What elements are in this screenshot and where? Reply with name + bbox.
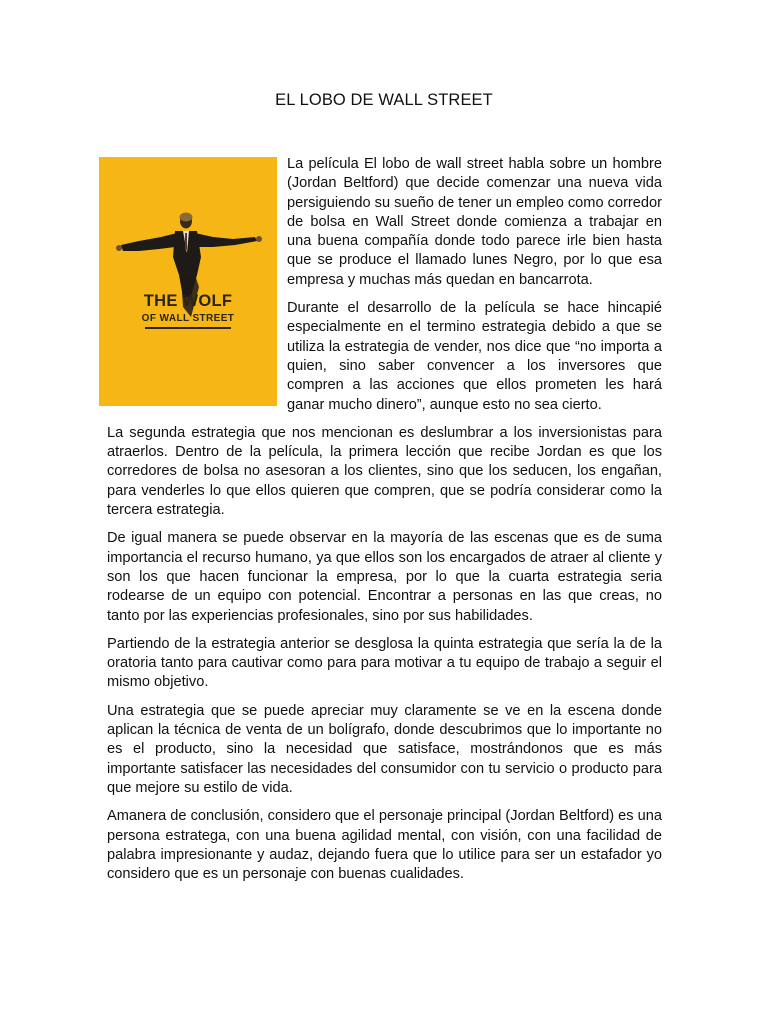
paragraph: Una estrategia que se puede apreciar muy claramente se ve en la escena donde aplican la técnica de venta de un bolígrafo, donde descubrimos que lo importante no es el producto, sino la necesidad que satisface, mostrándonos que es más importante satisfacer las necesidades del consumidor con tu servicio o producto para que mejore su estilo de vida. [107,702,662,796]
paragraph: Durante el desarrollo de la película se hace hincapié especialmente en el termino estrategia debido a que se utiliza la estrategia de vender, nos dice que “no importa a quien, sino saber convencer a los inversores que compren a las acciones que ellos prometen les hará ganar mucho dinero”, aunque esto no sea cierto. [287,300,662,413]
paragraph: La película El lobo de wall street habla sobre un hombre (Jordan Beltford) que decide comenzar una nueva vida persiguiendo su sueño de tener un empleo como corredor de bolsa en Wall Street donde comienza a trabajar en una buena compañía donde todo parece irle bien hasta que se produce el llamado lunes Negro, por lo que esa empresa y muchas más quedan en bancarrota. [287,156,662,288]
paragraph: Amanera de conclusión, considero que el personaje principal (Jordan Beltford) es una persona estratega, con una buena agilidad mental, con visión, con una facilidad de palabra impresionante y audaz, dejando fuera que lo utilice para ser un estafador yo considero que es un personaje con buenas cualidades. [107,808,662,883]
movie-poster-image [99,157,277,406]
document-title: EL LOBO DE WALL STREET [275,91,493,109]
paragraph: De igual manera se puede observar en la mayoría de las escenas que es de suma importancia el recurso humano, ya que ellos son los encargados de atraer al cliente y son los que hacen funcionar la empresa, por lo que la cuarta estrategia seria rodearse de un equipo con potencial. Encontrar a personas en las que creas, no tanto por las experiencias profesionales, sino por sus habilidades. [107,530,662,624]
paragraph: Partiendo de la estrategia anterior se desglosa la quinta estrategia que sería la de la oratoria tanto para cautivar como para para motivar a tu equipo de trabajo a seguir el mismo objetivo. [107,635,662,691]
poster-title-line1: THE WOLF [143,292,233,310]
man-with-outstretched-arms-icon [99,157,277,406]
poster-underline [145,327,231,329]
poster-title-line2: OF WALL STREET [141,313,235,324]
document-body [107,155,662,893]
paragraph: La segunda estrategia que nos mencionan es deslumbrar a los inversionistas para atraerlos. Dentro de la película, la primera lección que recibe Jordan es que los corredores de bolsa no asesoran a los clientes, sino que los seducen, los engañan, para venderles lo que ellos quieren que compren, que se podría considerar como la tercera estrategia. [107,424,662,519]
